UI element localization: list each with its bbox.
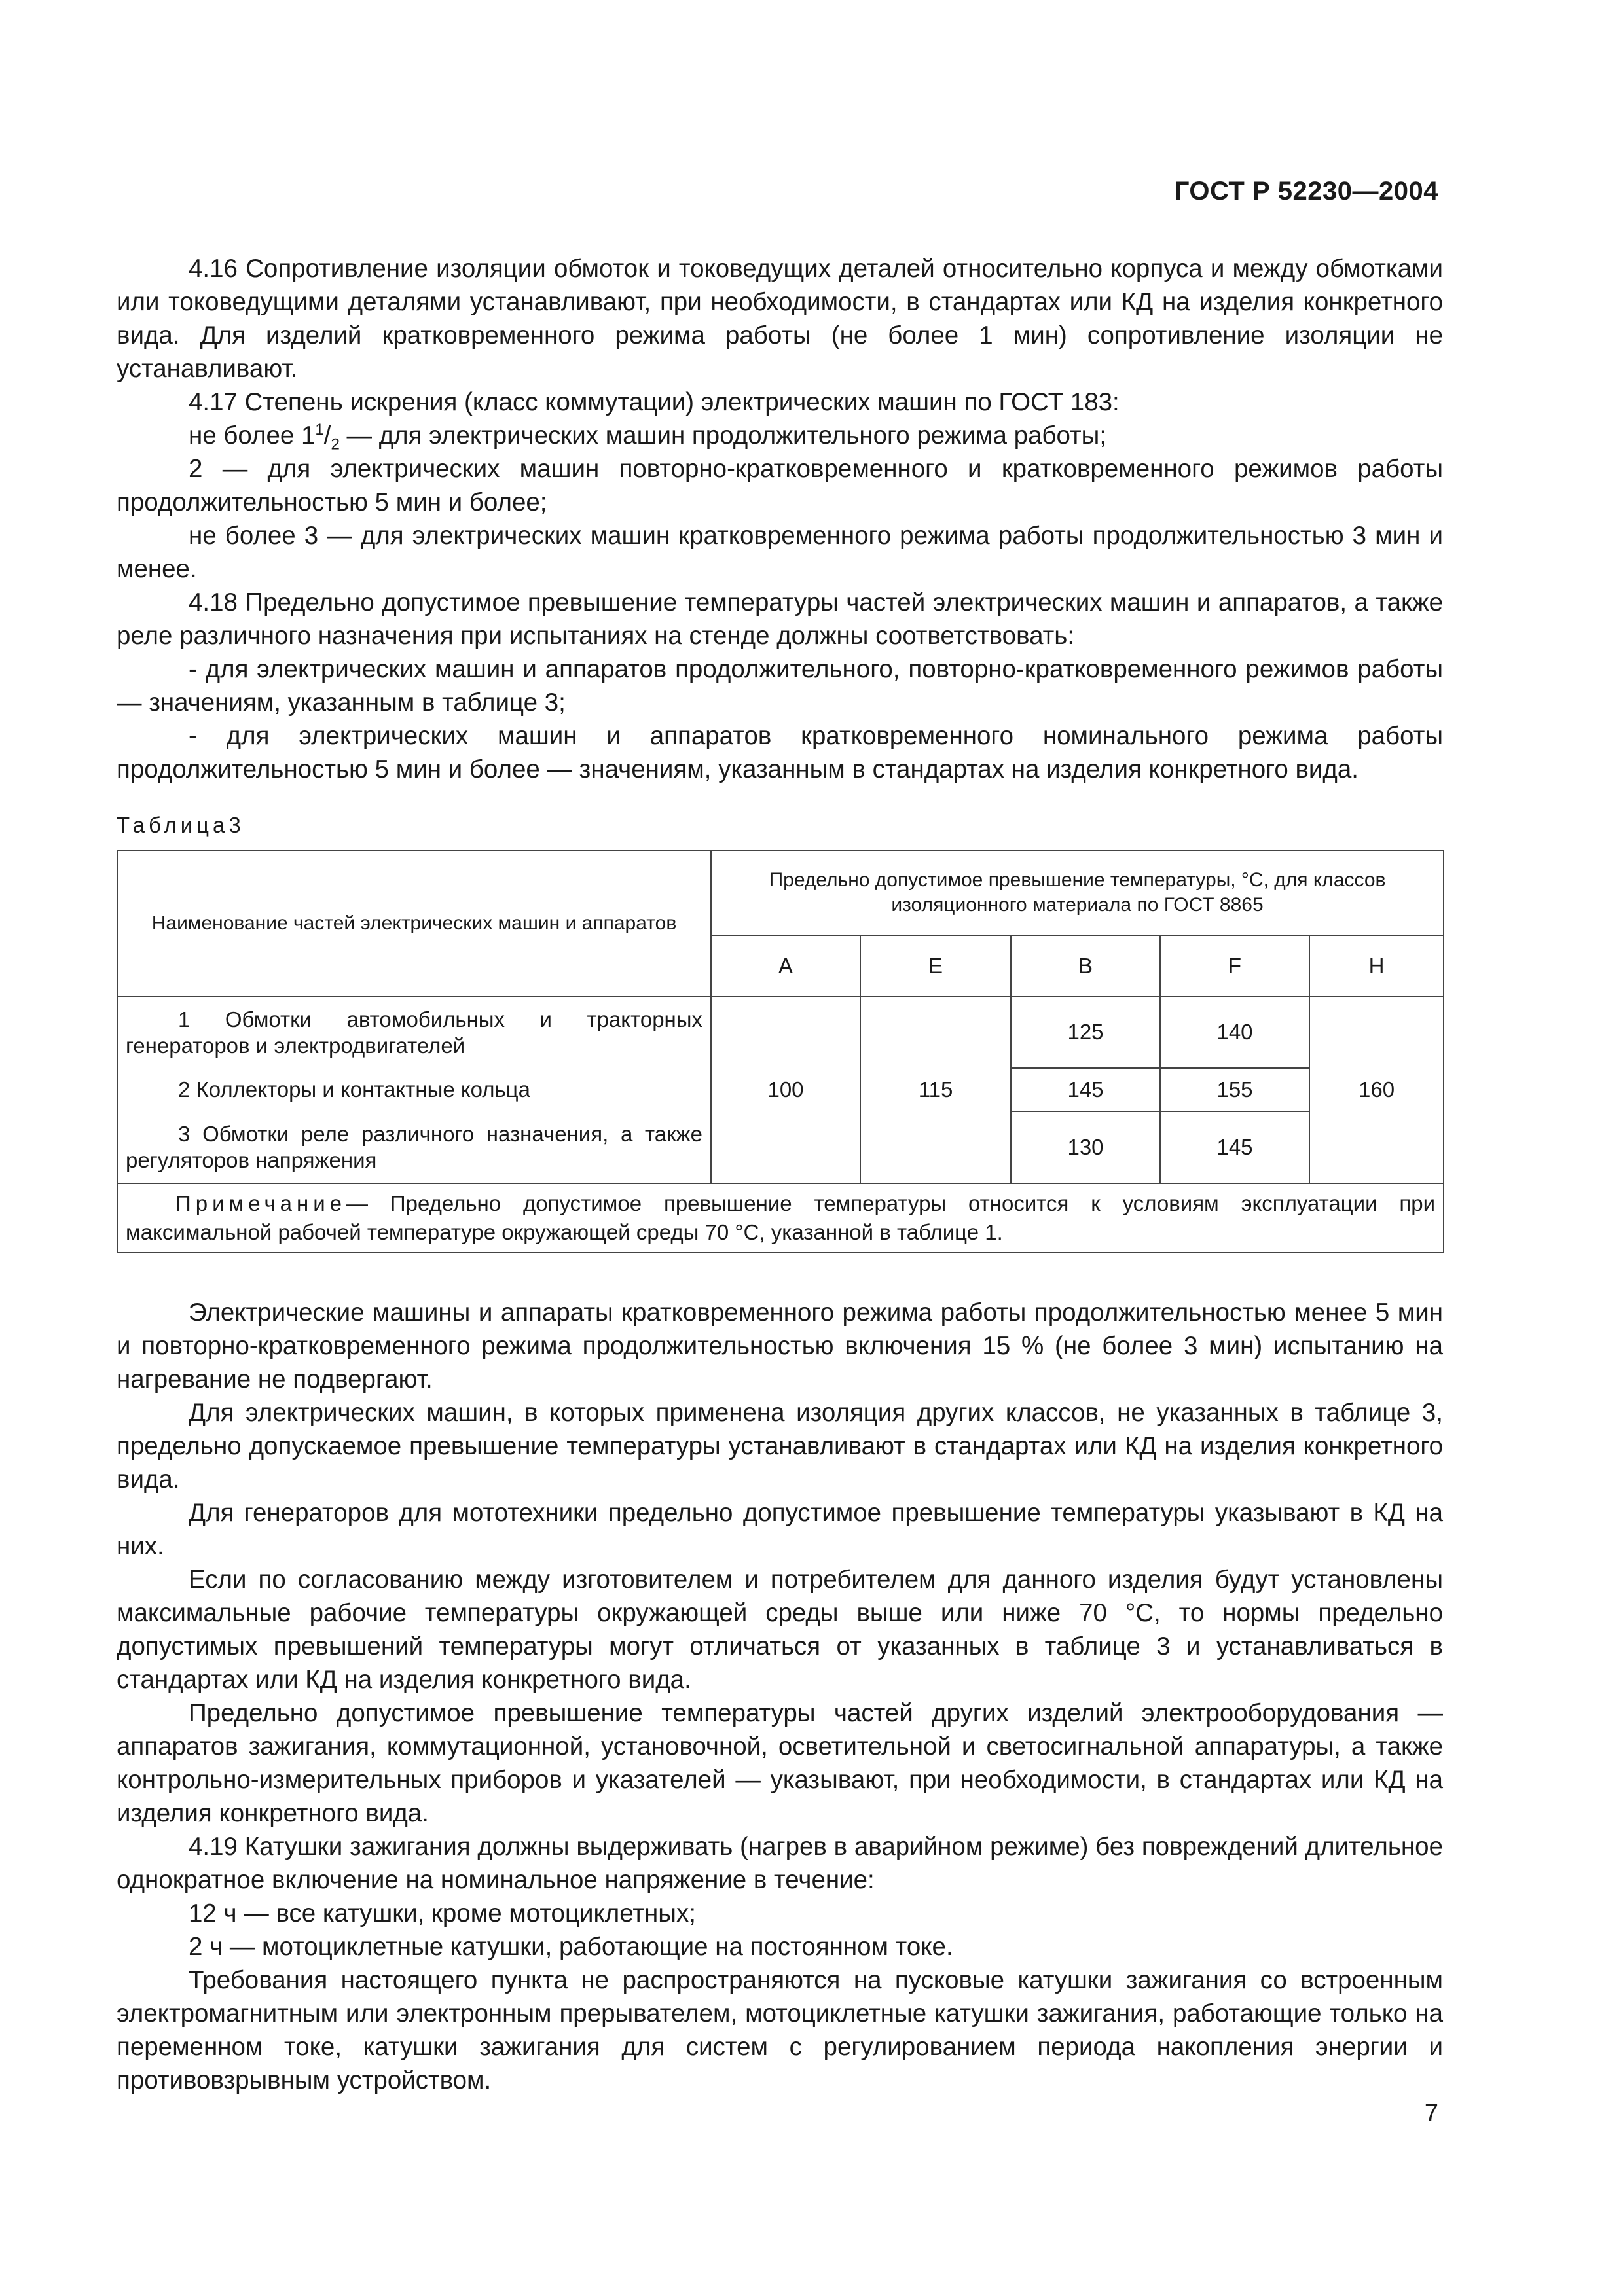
paragraph-moto-generators: Для генераторов для мототехники предельно допустимое превышение температуры указывают в КД на них. [117,1499,1443,1560]
text-block-1 [117,252,1443,786]
merged-cell-a: 100 [711,996,860,1183]
document-header: ГОСТ Р 52230—2004 [1174,177,1438,206]
table-row-3-name: 3 Обмотки реле различного назначения, а также регуляторов напряжения [117,1111,711,1183]
class-header-f: F [1160,935,1309,996]
paragraph-4-19-exceptions: Требования настоящего пункта не распространяются на пусковые катушки зажигания со встроенным электромагнитным или электронным прерывателем, мотоциклетные катушки зажигания, работающие только на переменном токе, катушки зажигания для систем с регулированием периода накопления энергии и противовзрывным устройством. [117,1966,1443,2094]
class-header-b: B [1011,935,1160,996]
paragraph-4-19-item-2: 2 ч — мотоциклетные катушки, работающие на постоянном токе. [189,1933,953,1961]
table-row-2-name: 2 Коллекторы и контактные кольца [117,1068,711,1111]
table-row-3-b: 130 [1011,1111,1160,1183]
table-row-3-f: 145 [1160,1111,1309,1183]
class-header-e: E [860,935,1011,996]
paragraph-4-18: 4.18 Предельно допустимое превышение температуры частей электрических машин и аппаратов, а также реле различного назначения при испытаниях на стенде должны соответствовать: [117,588,1443,650]
table-header-group: Предельно допустимое превышение температуры, °C, для классов изоляционного материала по ГОСТ 8865 [711,850,1444,935]
table-caption: Таблица3 [117,813,245,837]
paragraph-ambient-temperature: Если по согласованию между изготовителем и потребителем для данного изделия будут установлены максимальные рабочие температуры окружающей среды выше или ниже 70 °C, то нормы предельно допустимых превышений температуры могут отличаться от указанных в таблице 3 и устанавливаться в стандартах или КД на изделия конкретного вида. [117,1566,1443,1694]
table-row-1-name: 1 Обмотки автомобильных и тракторных генераторов и электродвигателей [117,996,711,1068]
text-block-2 [117,1296,1443,2097]
paragraph-other-equipment: Предельно допустимое превышение температуры частей других изделий электрооборудования — аппаратов зажигания, коммутационной, установочной, осветительной и светосигнальной аппаратуры, а также контрольно-измерительных приборов и указателей — указывают, при необходимости, в стандартах или КД на изделия конкретного вида. [117,1699,1443,1827]
paragraph-4-19-item-1: 12 ч — все катушки, кроме мотоциклетных; [189,1899,696,1928]
paragraph-other-classes: Для электрических машин, в которых применена изоляция других классов, не указанных в таблице 3, предельно допускаемое превышение температуры устанавливают в стандартах или КД на изделия конкретного вида. [117,1399,1443,1494]
paragraph-4-17-item-3: не более 3 — для электрических машин кратковременного режима работы продолжительностью 3 мин и менее. [117,522,1443,583]
paragraph-4-17-item-1: не более $1^1/_2$ — для электрических машин продолжительного режима работы; [189,421,1107,454]
page-number: 7 [1424,2100,1438,2127]
paragraph-4-16: 4.16 Сопротивление изоляции обмоток и токоведущих деталей относительно корпуса и между обмотками или токоведущими деталями устанавливают, при необходимости, в стандартах или КД на изделия конкретного вида. Для изделий кратковременного режима работы (не более 1 мин) сопротивление изоляции не устанавливают. [117,255,1443,383]
paragraph-4-18-item-2: - для электрических машин и аппаратов кратковременного номинального режима работы продолжительностью 5 мин и более — значениям, указанным в стандартах на изделия конкретного вида. [117,722,1443,783]
paragraph-4-17: 4.17 Степень искрения (класс коммутации) электрических машин по ГОСТ 183: [189,388,1120,416]
class-header-a: A [711,935,860,996]
merged-cell-e: 115 [860,996,1011,1183]
note-text: — Предельно допустимое превышение температуры относится к условиям эксплуатации при максимальной рабочей температуре окружающей среды 70 °C, указанной в таблице 1. [126,1191,1436,1244]
paragraph-short-mode: Электрические машины и аппараты кратковременного режима работы продолжительностью менее 5 мин и повторно-кратковременного режима продолжительностью включения 15 % (не более 3 мин) испытанию на нагревание не подвергают. [117,1299,1443,1393]
note-label: Примечание [175,1191,347,1215]
paragraph-4-18-item-1: - для электрических машин и аппаратов продолжительного, повторно-кратковременного режимов работы — значениям, указанным в таблице 3; [117,655,1443,717]
table-row-1-b: 125 [1011,996,1160,1068]
table-row-2-b: 145 [1011,1068,1160,1111]
table-row-1-f: 140 [1160,996,1309,1068]
table-note [117,1183,1444,1253]
merged-cell-h: 160 [1309,996,1444,1183]
paragraph-4-17-item-2: 2 — для электрических машин повторно-кратковременного и кратковременного режимов работы продолжительностью 5 мин и более; [117,455,1443,516]
table-3 [117,850,1444,1253]
paragraph-4-19: 4.19 Катушки зажигания должны выдерживать (нагрев в аварийном режиме) без повреждений длительное однократное включение на номинальное напряжение в течение: [117,1833,1443,1894]
table-header-name: Наименование частей электрических машин и аппаратов [117,850,711,996]
table-row-2-f: 155 [1160,1068,1309,1111]
class-header-h: H [1309,935,1444,996]
